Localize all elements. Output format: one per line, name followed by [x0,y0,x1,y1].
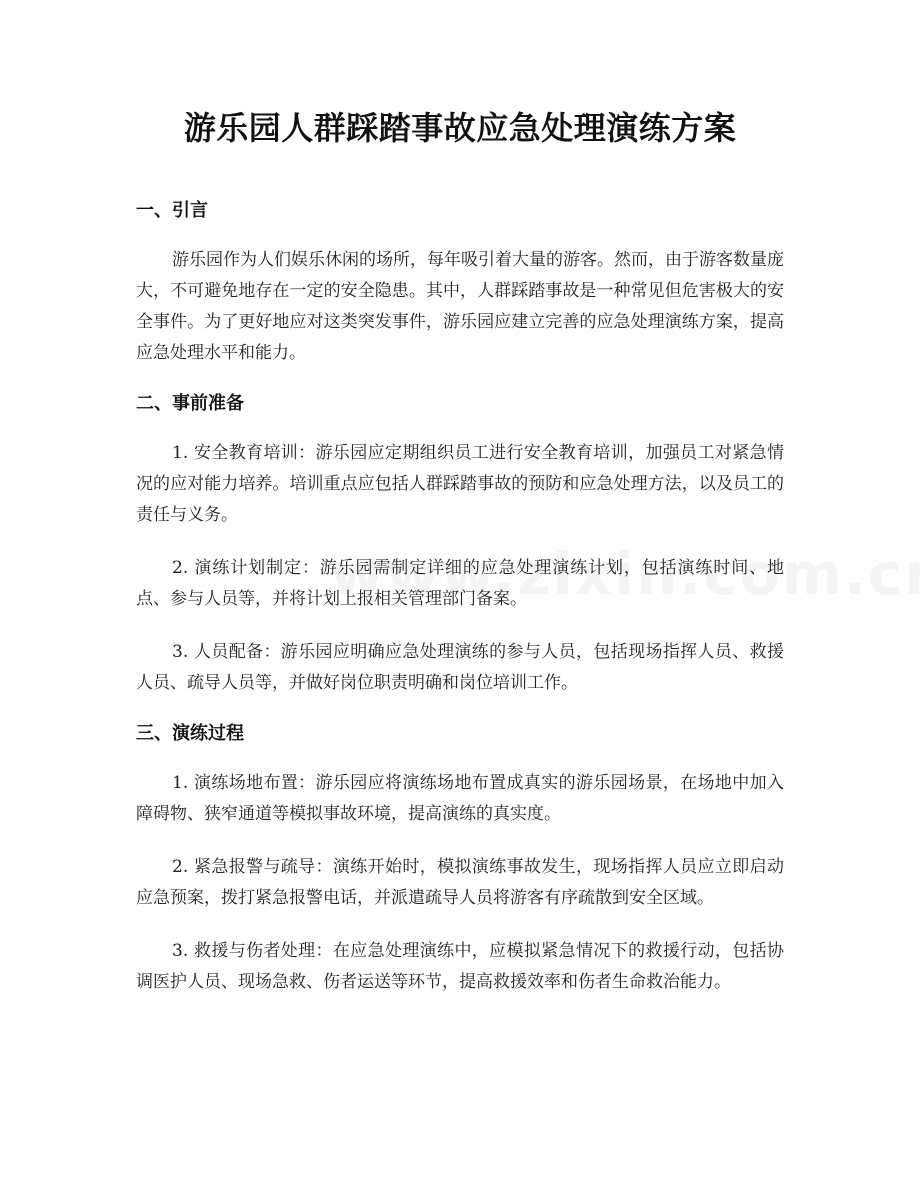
section-introduction [136,198,784,369]
paragraph: 游乐园作为人们娱乐休闲的场所，每年吸引着大量的游客。然而，由于游客数量庞大，不可避免地存在一定的安全隐患。其中，人群踩踏事故是一种常见但危害极大的安全事件。为了更好地应对这类突发事件，游乐园应建立完善的应急处理演练方案，提高应急处理水平和能力。 [136,250,784,363]
paragraph: 2. 演练计划制定：游乐园需制定详细的应急处理演练计划，包括演练时间、地点、参与人员等，并将计划上报相关管理部门备案。 [136,558,784,609]
paragraph: 2. 紧急报警与疏导：演练开始时，模拟演练事故发生，现场指挥人员应立即启动应急预案，拨打紧急报警电话，并派遣疏导人员将游客有序疏散到安全区域。 [136,857,784,908]
section-heading: 三、演练过程 [136,723,244,744]
section-heading: 二、事前准备 [136,393,244,414]
paragraph: 1. 演练场地布置：游乐园应将演练场地布置成真实的游乐园场景，在场地中加入障碍物、狭窄通道等模拟事故环境，提高演练的真实度。 [136,773,784,824]
paragraph: 1. 安全教育培训：游乐园应定期组织员工进行安全教育培训，加强员工对紧急情况的应对能力培养。培训重点应包括人群踩踏事故的预防和应急处理方法，以及员工的责任与义务。 [136,443,784,525]
paragraph: 3. 人员配备：游乐园应明确应急处理演练的参与人员，包括现场指挥人员、救援人员、疏导人员等，并做好岗位职责明确和岗位培训工作。 [136,642,784,693]
section-drill-process [136,721,784,998]
section-preparation [136,391,784,699]
paragraph: 3. 救援与伤者处理：在应急处理演练中，应模拟紧急情况下的救援行动，包括协调医护人员、现场急救、伤者运送等环节，提高救援效率和伤者生命救治能力。 [136,941,784,992]
section-heading: 一、引言 [136,200,208,221]
document-title: 游乐园人群踩踏事故应急处理演练方案 [183,109,737,147]
